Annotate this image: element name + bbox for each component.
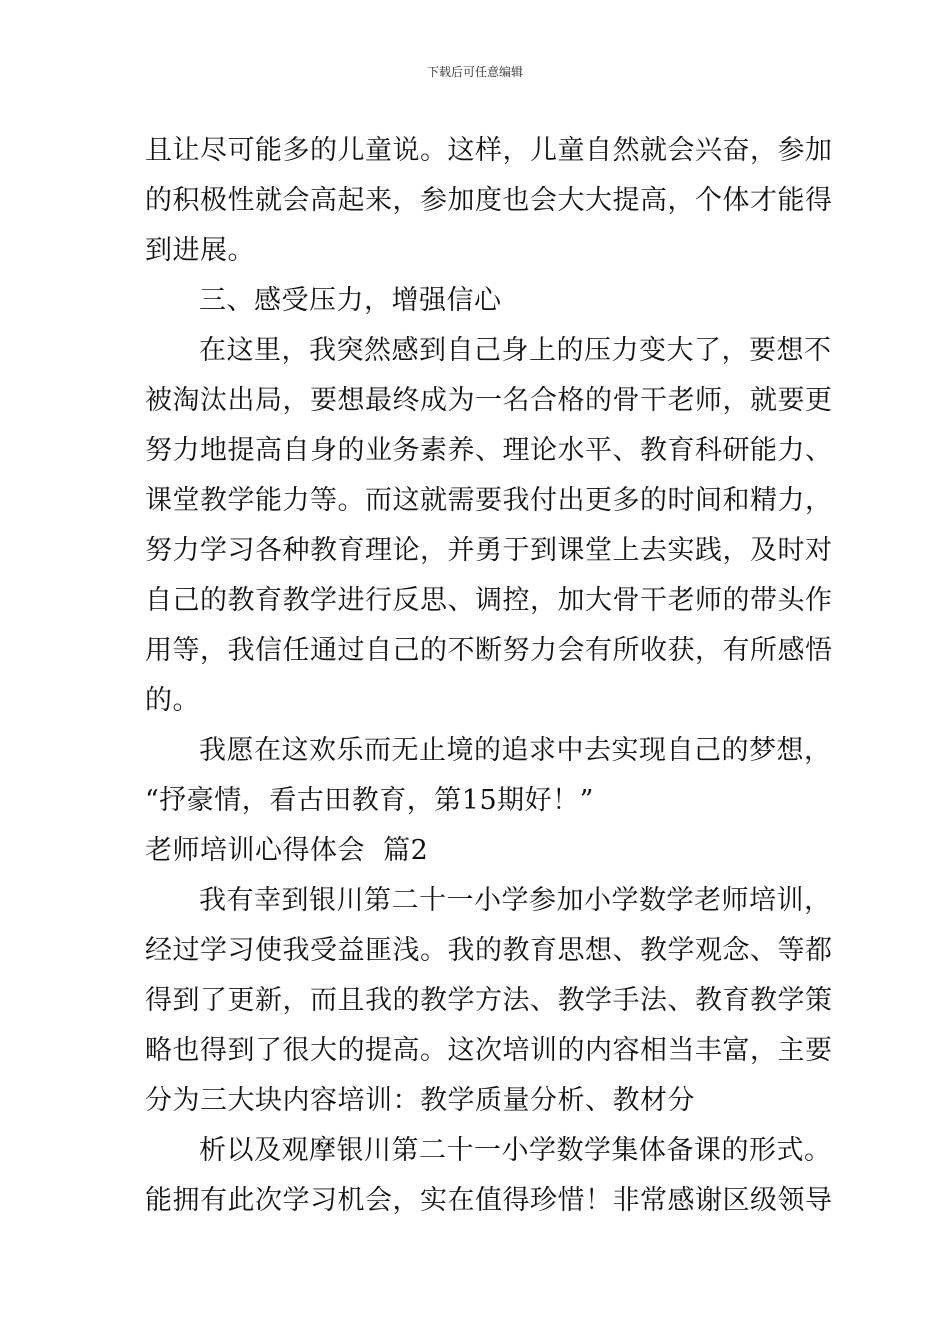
text-line: 的。 — [145, 685, 200, 716]
text-line: 到进展。 — [145, 235, 255, 266]
text-line: 努力地提高自身的业务素养、理论水平、教育科研能力、 — [145, 435, 833, 466]
text-line: 析以及观摩银川第二十一小学数学集体备课的形式。 — [199, 1135, 832, 1166]
text-line: 的积极性就会高起来，参加度也会大大提高，个体才能得 — [145, 185, 833, 216]
text-line: 被淘汰出局，要想最终成为一名合格的骨干老师，就要更 — [145, 385, 833, 416]
text-line: 自己的教育教学进行反思、调控，加大骨干老师的带头作 — [145, 585, 833, 616]
text-line: 分为三大块内容培训：教学质量分析、教材分 — [145, 1085, 695, 1116]
text-line: “抒豪情，看古田教育，第15期好！” — [145, 785, 594, 816]
section-heading: 三、感受压力，增强信心 — [199, 285, 502, 316]
text-line: 努力学习各种教育理论，并勇于到课堂上去实践，及时对 — [145, 535, 833, 566]
text-line: 课堂教学能力等。而这就需要我付出更多的时间和精力， — [145, 485, 833, 516]
document-body — [145, 126, 833, 1226]
text-line: 在这里，我突然感到自己身上的压力变大了，要想不 — [199, 335, 832, 366]
article-title: 老师培训心得体会 篇2 — [145, 835, 429, 866]
text-line: 略也得到了很大的提高。这次培训的内容相当丰富，主要 — [145, 1035, 833, 1066]
text-line: 且让尽可能多的儿童说。这样，儿童自然就会兴奋，参加 — [145, 135, 833, 166]
text-line: 经过学习使我受益匪浅。我的教育思想、教学观念、等都 — [145, 935, 833, 966]
page-header-note: 下载后可任意编辑 — [426, 65, 523, 79]
text-line: 能拥有此次学习机会，实在值得珍惜！非常感谢区级领导 — [145, 1185, 833, 1216]
text-line: 我愿在这欢乐而无止境的追求中去实现自己的梦想， — [199, 735, 832, 766]
text-line: 我有幸到银川第二十一小学参加小学数学老师培训， — [199, 885, 832, 916]
text-line: 用等，我信任通过自己的不断努力会有所收获，有所感悟 — [145, 635, 833, 666]
text-line: 得到了更新，而且我的教学方法、教学手法、教育教学策 — [145, 985, 833, 1016]
